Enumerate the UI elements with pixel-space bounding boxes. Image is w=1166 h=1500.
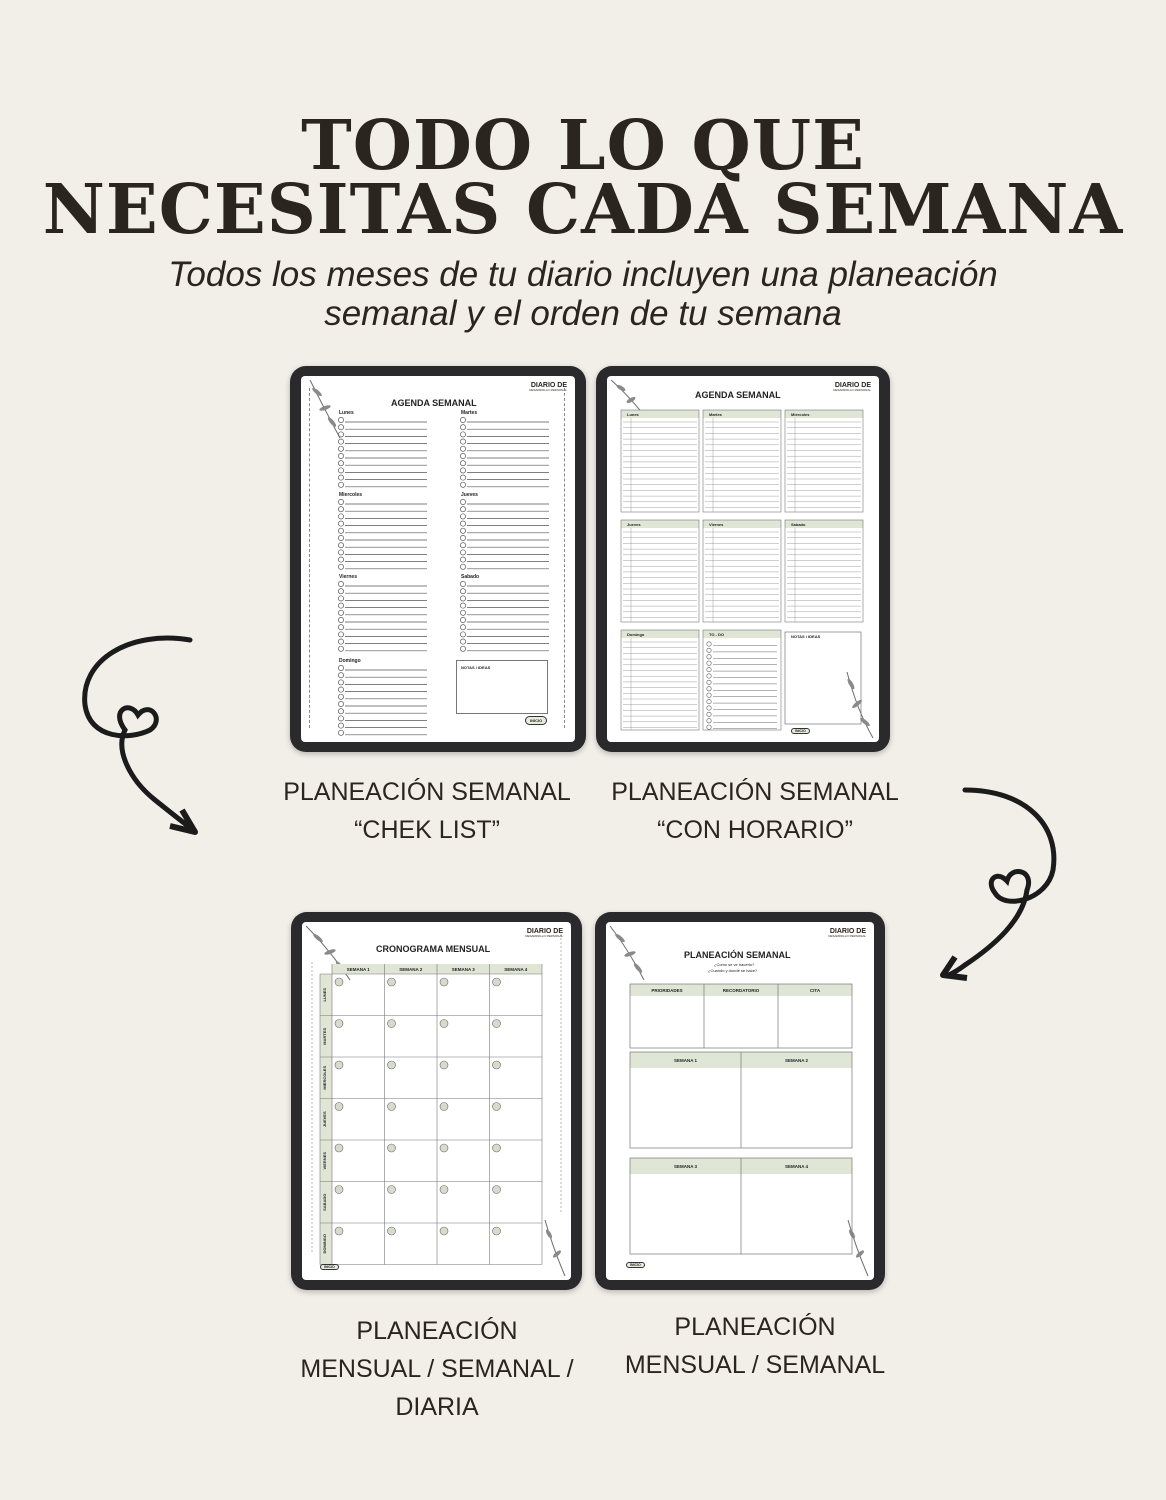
day-label: Martes (709, 412, 722, 417)
tablet-screen (301, 376, 575, 742)
heart-arrow-left-icon (70, 630, 210, 850)
week-header: SEMANA 1 (673, 1058, 698, 1063)
screen-title: PLANEACIÓN SEMANAL (684, 950, 791, 960)
todo-label: TO - DO (709, 632, 725, 637)
heart-arrow-right-icon (935, 785, 1075, 995)
screen-title: CRONOGRAMA MENSUAL (376, 944, 491, 954)
brand-label: DIARIO DE DESARROLLO PERSONAL (525, 928, 563, 938)
screen-title: AGENDA SEMANAL (391, 398, 477, 408)
brand-label: DIARIO DE DESARROLLO PERSONAL (833, 382, 871, 392)
tablet-checklist (290, 366, 586, 752)
column-header: RECORDATORIO (722, 988, 760, 993)
inicio-button[interactable]: INICIO (320, 1264, 339, 1270)
caption-checklist: PLANEACIÓN SEMANAL “CHEK LIST” (283, 778, 571, 844)
tablet-weekly-plan (595, 912, 885, 1290)
page-title-line-2: NECESITAS CADA SEMANA (42, 170, 1124, 250)
week-header: SEMANA 2 (784, 1058, 809, 1063)
day-label: DOMINGO (322, 1233, 327, 1254)
day-label: VIERNES (322, 1151, 327, 1170)
weekly-plan-grid (606, 922, 874, 1280)
notes-box: NOTAS / IDEAS (456, 660, 548, 714)
inicio-button[interactable]: INICIO (626, 1262, 645, 1268)
day-label: Viernes (709, 522, 724, 527)
week-header: SEMANA 1 (346, 967, 370, 972)
day-label: MIERCOLES (322, 1065, 327, 1090)
day-label: Miercoles (339, 492, 363, 498)
column-header: PRIORIDADES (651, 988, 683, 993)
caption-schedule: PLANEACIÓN SEMANAL “CON HORARIO” (611, 778, 899, 844)
day-label: SABADO (322, 1193, 327, 1211)
inicio-button[interactable]: INICIO (791, 728, 810, 734)
notes-label: NOTAS / IDEAS (791, 634, 821, 639)
subtitle-line-1: Todos los meses de tu diario incluyen una planeación (168, 255, 998, 294)
brand-label: DIARIO DE DESARROLLO PERSONAL (828, 928, 866, 938)
page-title-line-1: TODO LO QUE (301, 106, 865, 186)
day-label: Domingo (339, 658, 361, 664)
inicio-button[interactable]: INICIO (525, 716, 547, 725)
tablet-schedule (596, 366, 890, 752)
day-label: JUEVES (322, 1111, 327, 1128)
day-label: Miercoles (791, 412, 810, 417)
screen-title: AGENDA SEMANAL (695, 390, 781, 400)
monthly-grid (302, 922, 571, 1280)
brand-label: DIARIO DE DESARROLLO PERSONAL (529, 382, 567, 392)
day-label: LUNES (322, 987, 327, 1002)
day-label: Sabado (461, 574, 480, 580)
day-label: Jueves (461, 492, 478, 498)
day-label: Sabado (791, 522, 806, 527)
tablet-screen (302, 922, 571, 1280)
day-label: Domingo (627, 632, 645, 637)
day-label: Lunes (339, 410, 354, 416)
week-header: SEMANA 4 (504, 967, 528, 972)
week-header: SEMANA 3 (673, 1164, 698, 1169)
week-header: SEMANA 2 (399, 967, 423, 972)
tablet-screen (607, 376, 879, 742)
caption-monthly-weekly-daily: PLANEACIÓN MENSUAL / SEMANAL / DIARIA (300, 1317, 574, 1421)
question-1: ¿Como se ve hacerlo? (714, 962, 755, 967)
week-header: SEMANA 4 (784, 1164, 809, 1169)
day-label: Martes (461, 410, 478, 416)
day-label: Lunes (627, 412, 639, 417)
day-label: Jueves (627, 522, 641, 527)
question-2: ¿Cuando y donde se hace? (708, 968, 758, 973)
column-header: CITA (809, 988, 821, 993)
tablet-screen (606, 922, 874, 1280)
schedule-grid (607, 376, 879, 742)
tablet-monthly-schedule (291, 912, 582, 1290)
week-header: SEMANA 3 (451, 967, 475, 972)
subtitle-line-2: semanal y el orden de tu semana (324, 294, 842, 333)
day-label: Viernes (339, 574, 357, 580)
day-label: MARTES (322, 1027, 327, 1045)
caption-monthly-weekly: PLANEACIÓN MENSUAL / SEMANAL (624, 1313, 886, 1379)
